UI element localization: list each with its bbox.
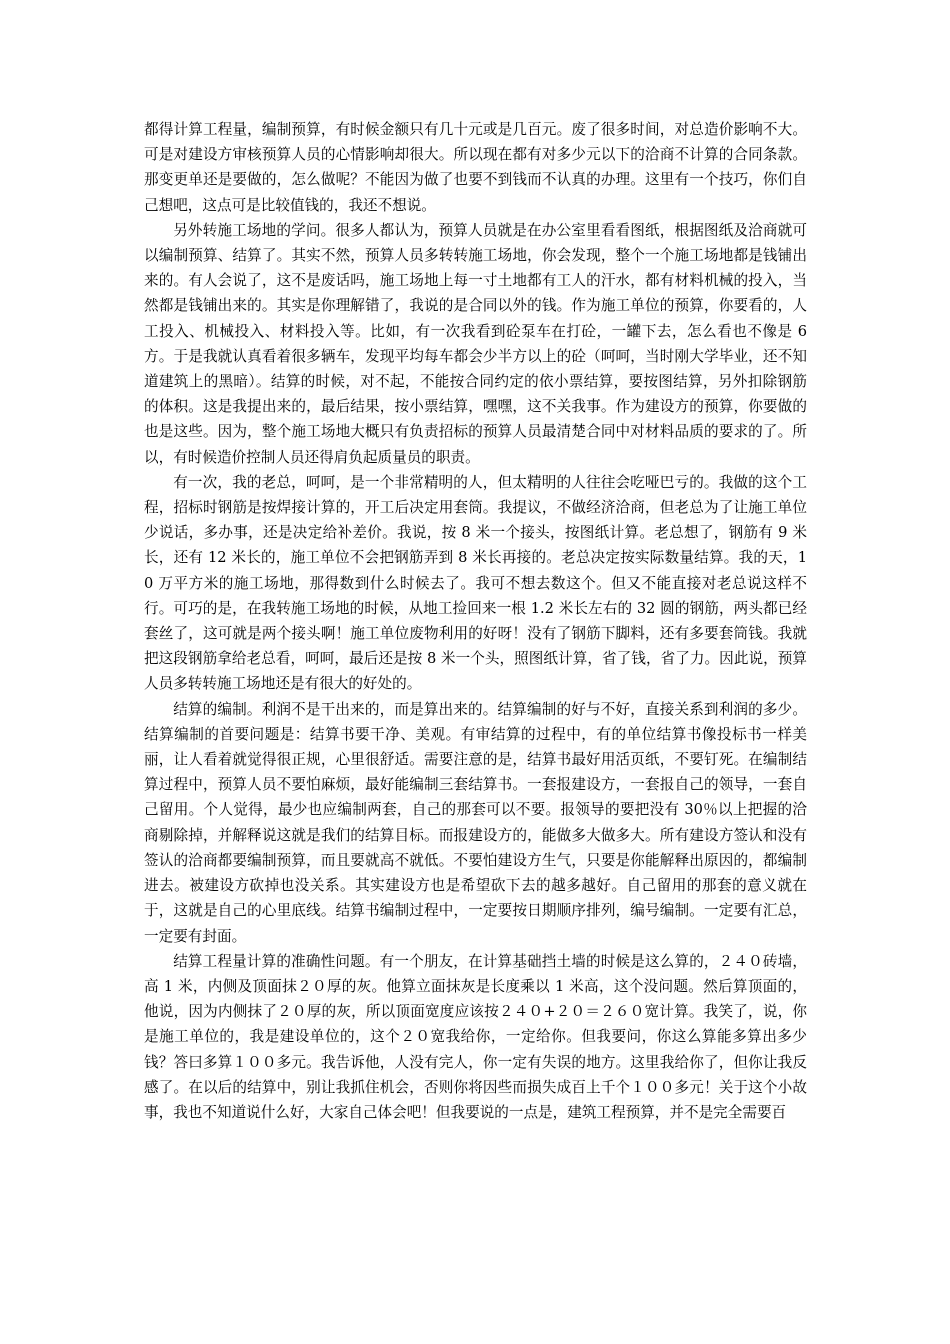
paragraph-4: 结算的编制。利润不是干出来的，而是算出来的。结算编制的好与不好，直接关系到利润的多少。结算编制的首要问题是：结算书要干净、美观。有审结算的过程中，有的单位结算书像投标书一样美丽，让人看着就觉得很正规，心里很舒适。需要注意的是，结算书最好用活页纸，不要钉死。在编制结算过程中，预算人员不要怕麻烦，最好能编制三套结算书。一套报建设方，一套报自己的领导，一套自己留用。个人觉得，最少也应编制两套，自己的那套可以不要。报领导的要把没有 30％以上把握的洽商剔除掉，并解释说这就是我们的结算目标。而报建设方的，能做多大做多大。所有建设方签认和没有签认的洽商都要编制预算，而且要就高不就低。不要怕建设方生气，只要是你能解释出原因的，都编制进去。被建设方砍掉也没关系。其实建设方也是希望砍下去的越多越好。自己留用的那套的意义就在于，这就是自己的心里底线。结算书编制过程中，一定要按日期顺序排列，编号编制。一定要有汇总，一定要有封面。 xyxy=(144,700,807,945)
paragraph-3: 有一次，我的老总，呵呵，是一个非常精明的人，但太精明的人往往会吃哑巴亏的。我做的这个工程，招标时钢筋是按焊接计算的，开工后决定用套筒。我提议，不做经济洽商，但老总为了让施工单位少说话，多办事，还是决定给补差价。我说，按 8 米一个接头，按图纸计算。老总想了，钢筋有 9 米长，还有 12 米长的，施工单位不会把钢筋弄到 8 米长再接的。老总决定按实际数量结算。我的天，10 万平方米的施工场地，那得数到什么时候去了。我可不想去数这个。但又不能直接对老总说这样不行。可巧的是，在我转施工场地的时候，从地工捡回来一根 1.2 米长左右的 32 圆的钢筋，两头都已经套丝了，这可就是两个接头啊！施工单位废物利用的好呀！没有了钢筋下脚料，还有多要套筒钱。我就把这段钢筋拿给老总看，呵呵，最后还是按 8 米一个头，照图纸计算，省了钱，省了力。因此说，预算人员多转转施工场地还是有很大的好处的。 xyxy=(144,473,807,693)
paragraph-1: 都得计算工程量，编制预算，有时候金额只有几十元或是几百元。废了很多时间，对总造价影响不大。可是对建设方审核预算人员的心情影响却很大。所以现在都有对多少元以下的洽商不计算的合同条款。那变更单还是要做的，怎么做呢？不能因为做了也要不到钱而不认真的办理。这里有一个技巧，你们自己想吧，这点可是比较值钱的，我还不想说。 xyxy=(144,121,807,214)
paragraph-2: 另外转施工场地的学问。很多人都认为，预算人员就是在办公室里看看图纸，根据图纸及洽商就可以编制预算、结算了。其实不然，预算人员多转转施工场地，你会发现，整个一个施工场地都是钱铺出来的。有人会说了，这不是废话吗，施工场地上每一寸土地都有工人的汗水，都有材料机械的投入，当然都是钱铺出来的。其实是你理解错了，我说的是合同以外的钱。作为施工单位的预算，你要看的，人工投入、机械投入、材料投入等。比如，有一次我看到砼泵车在打砼，一罐下去，怎么看也不像是 6 方。于是我就认真看着很多辆车，发现平均每车都会少半方以上的砼（呵呵，当时刚大学毕业，还不知道建筑上的黑暗）。结算的时候，对不起，不能按合同约定的依小票结算，要按图结算，另外扣除钢筋的体积。这是我提出来的，最后结果，按小票结算，嘿嘿，这不关我事。作为建设方的预算，你要做的也是这些。因为，整个施工场地大概只有负责招标的预算人员最清楚合同中对材料品质的要求的了。所以，有时候造价控制人员还得肩负起质量员的职责。 xyxy=(144,221,807,466)
paragraph-5: 结算工程量计算的准确性问题。有一个朋友，在计算基础挡土墙的时候是这么算的，２４０砖墙，高 1 米，内侧及顶面抹２０厚的灰。他算立面抹灰是长度乘以 1 米高，这个没问题。然后算顶面的，他说，因为内侧抹了２０厚的灰，所以顶面宽度应该按２４０+２０＝２６０宽计算。我笑了，说，你是施工单位的，我是建设单位的，这个２０宽我给你，一定给你。但我要问，你这么算能多算出多少钱？答曰多算１００多元。我告诉他，人没有完人，你一定有失误的地方。这里我给你了，但你让我反感了。在以后的结算中，别让我抓住机会，否则你将因些而损失成百上千个１００多元！关于这个小故事，我也不知道说什么好，大家自己体会吧！但我要说的一点是，建筑工程预算，并不是完全需要百 xyxy=(144,952,807,1121)
document-body xyxy=(144,117,807,1125)
